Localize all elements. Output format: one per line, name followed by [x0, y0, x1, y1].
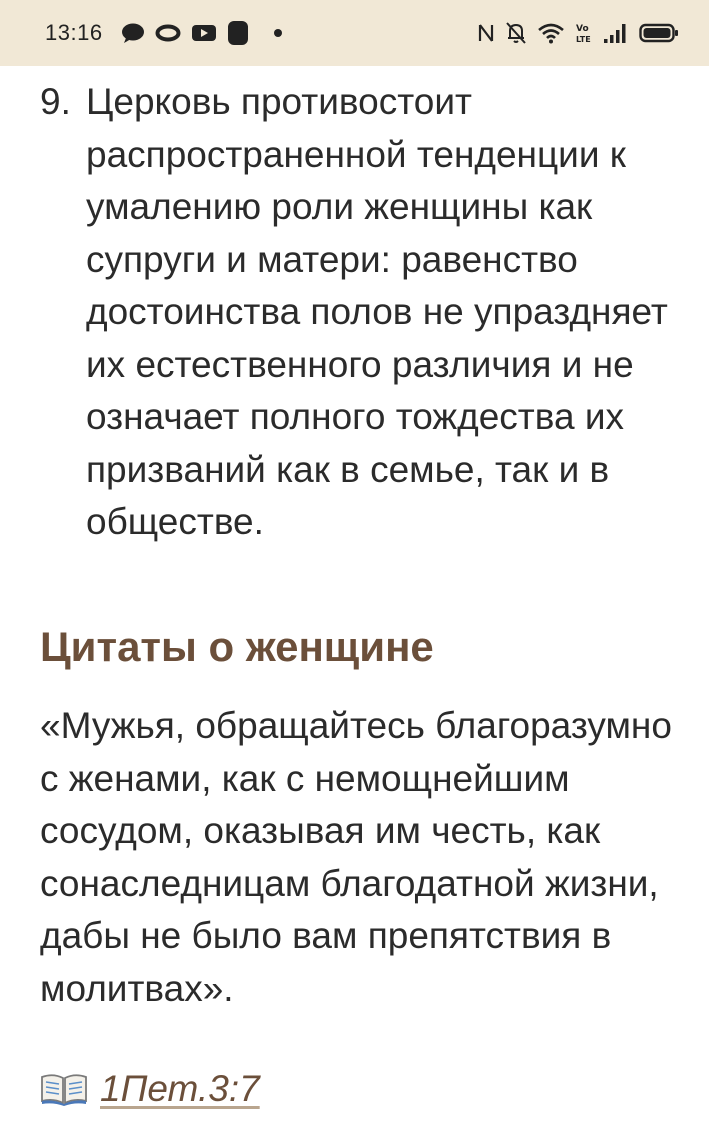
dot-icon	[273, 28, 283, 38]
video-icon	[191, 23, 217, 43]
list-item-number: 9.	[40, 81, 71, 122]
svg-text:LTE: LTE	[576, 35, 591, 44]
app-icon	[227, 20, 249, 46]
silent-bell-icon	[505, 21, 527, 45]
volte-icon	[575, 21, 593, 45]
open-book-icon	[40, 1072, 88, 1106]
status-bar-left	[45, 20, 283, 46]
wifi-icon	[537, 22, 565, 44]
battery-icon	[639, 22, 679, 44]
section-heading: Цитаты о женщине	[40, 623, 434, 670]
status-bar	[0, 0, 709, 66]
list-item	[40, 76, 690, 549]
signal-icon	[603, 22, 629, 44]
list-item-text: Церковь противостоит распространенной тенденции к умалению роли женщины как супруги и матери: равенство достоинства полов не упраздняет их естественного различия и не означает полного тождества их призваний как в семье, так и в обществе.	[86, 81, 668, 542]
chat-bubble-icon	[121, 22, 145, 44]
status-bar-right	[477, 21, 679, 45]
scripture-reference	[40, 1068, 260, 1110]
nfc-icon	[477, 22, 495, 44]
scripture-reference-link[interactable]: 1Пет.3:7	[100, 1068, 260, 1109]
svg-text:Vo: Vo	[576, 24, 589, 34]
clock: 13:16	[45, 20, 103, 45]
ring-icon	[155, 24, 181, 42]
quote-text: «Мужья, обращайтесь благоразумно с женами, как с немощнейшим сосудом, оказывая им честь, как сонаследницам благодатной жизни, дабы не было вам препятствия в молитвах».	[40, 705, 672, 1009]
